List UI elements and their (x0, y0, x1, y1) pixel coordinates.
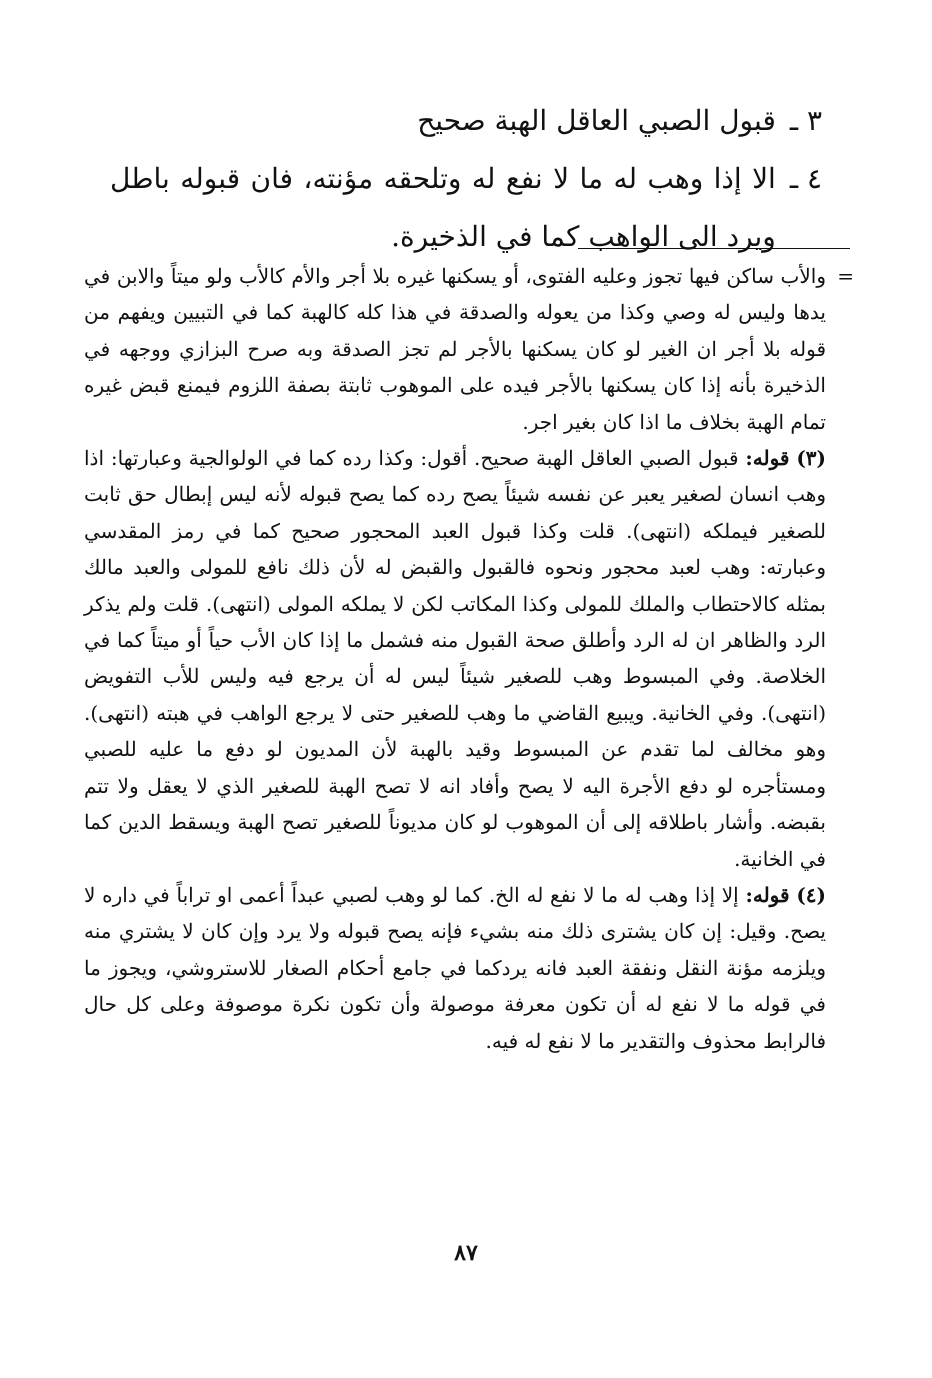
footnote-3 (84, 440, 826, 877)
footnote-number: (٤) (796, 882, 826, 907)
footnote-keyword: قوله: (745, 446, 790, 471)
footnote-continuation: والأب ساكن فيها تجوز وعليه الفتوى، أو يسكنها غيره بلا أجر والأم كالأب ولو ميتاً والابن في يدها وليس له وصي وكذا من يعوله والصدقة في هذا كله كالهبة كما في التبيين ويفهم من قوله بلا أجر ان الغير لو كان يسكنها بالأجر لم تجز الصدقة وبه صرح البزازي ووجهه في الذخيرة بأنه إذا كان يسكنها بالأجر فيده على الموهوب ثابتة بصفة اللزوم فيمنع قبض غيره تمام الهبة بخلاف ما اذا كان بغير اجر. (84, 264, 826, 434)
footnote-number: (٣) (796, 446, 827, 471)
item-number: ٤ ـ (789, 162, 822, 195)
page-number: ٨٧ (454, 1240, 478, 1266)
item-text: قبول الصبي العاقل الهبة صحيح (417, 104, 776, 137)
item-number: ٣ ـ (789, 104, 822, 137)
main-item-3 (110, 92, 822, 150)
footnote-text: قبول الصبي العاقل الهبة صحيح. أقول: وكذا رده كما في الولوالجية وعبارتها: اذا وهب انسان لصغير يعبر عن نفسه شيئاً يصح رده كما يصح قبوله لأنه ليس إبطال حق ثابت للصغير فيملكه (انتهى). قلت وكذا قبول العبد المحجور صحيح كما في رمز المقدسي وعبارته: وهب لعبد محجور ونحوه فالقبول والقبض له لأن ذلك نافع للمولى والعبد مالك بمثله كالاحتطاب والملك للمولى وكذا المكاتب لكن لا يملكه المولى (انتهى). قلت ولم يذكر الرد والظاهر ان له الرد وأطلق صحة القبول منه فشمل ما إذا كان الأب حياً أو ميتاً كما في الخلاصة. وفي المبسوط وهب للصغير شيئاً ليس له أن يرجع فيه وليس للأب التفويض (انتهى). وفي الخانية. ويبيع القاضي ما وهب للصغير حتى لا يرجع الواهب في هبته (انتهى). وهو مخالف لما تقدم عن المبسوط وقيد بالهبة لأن المديون لو دفع ما عليه للصبي ومستأجره لو دفع الأجرة اليه لا يصح وأفاد انه لا تصح الهبة للصغير الذي لا يعقل ولا تتم بقبضه. وأشار باطلاقه إلى أن الموهوب لو كان مديوناً للصغير تصح الهبة ويسقط الدين كما في الخانية. (84, 446, 826, 871)
main-text (110, 92, 822, 266)
footnote-keyword: قوله: (745, 882, 790, 907)
footnotes (84, 258, 854, 1059)
continuation-mark: = (837, 264, 854, 288)
item-text: الا إذا وهب له ما لا نفع له وتلحقه مؤنته، فان قبوله باطل ويرد الى الواهب كما في الذخيرة. (110, 162, 776, 253)
footnote-text: إلا إذا وهب له ما لا نفع له الخ. كما لو وهب لصبي عبداً أعمى او تراباً في داره لا يصح. وقيل: إن كان يشترى ذلك منه بشيء فإنه يصح قبوله ولا يرد وإن كان لا يشتري منه ويلزمه مؤنة النقل ونفقة العبد فانه يردكما في جامع أحكام الصغار للاستروشي، ويجوز ما في قوله ما لا نفع له أن تكون معرفة موصولة وأن تكون نكرة موصوفة وعلى كل حال فالرابط محذوف والتقدير ما لا نفع له فيه. (84, 882, 826, 1053)
footnote-separator (578, 248, 850, 249)
footnote-4 (84, 877, 826, 1059)
